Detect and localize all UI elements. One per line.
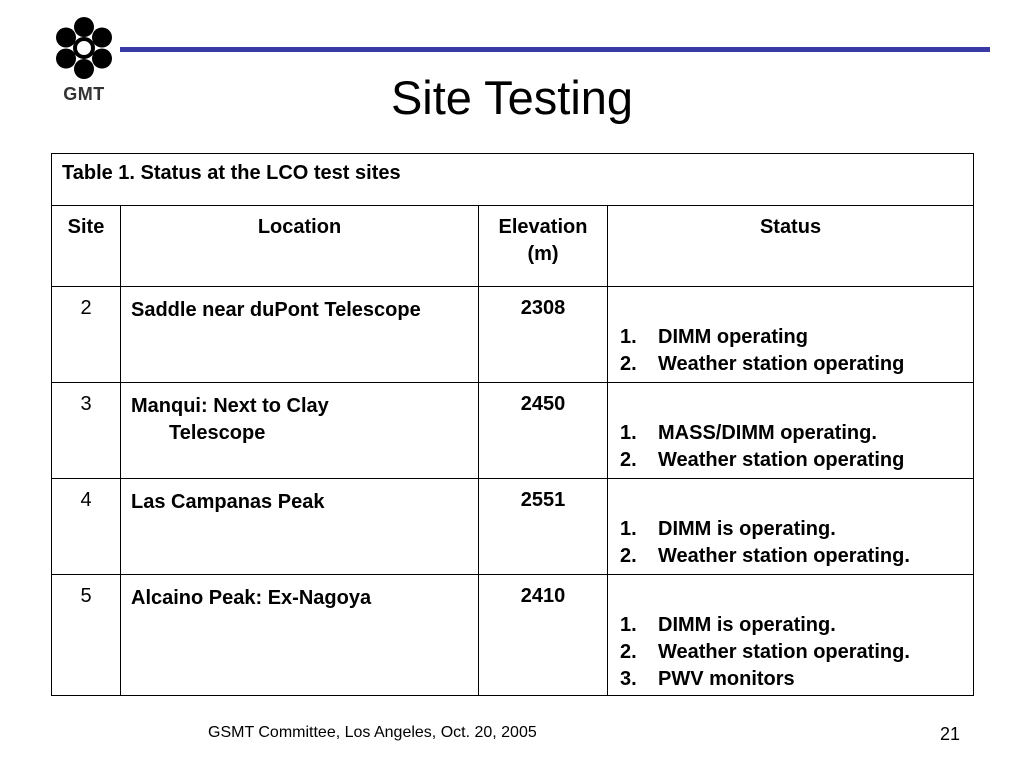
status-item-text: DIMM is operating. [658, 614, 836, 636]
status-item-number: 1. [620, 614, 637, 636]
elevation-header-label: Elevation [498, 216, 588, 238]
column-header-site: Site [52, 206, 121, 287]
table-row [52, 575, 974, 696]
status-cell [608, 575, 974, 696]
table-row [52, 383, 974, 479]
column-header-status: Status [608, 206, 974, 287]
header-row [52, 206, 974, 287]
status-item-text: DIMM operating [658, 326, 808, 348]
status-item-text: MASS/DIMM operating. [658, 422, 877, 444]
status-item [620, 447, 973, 474]
status-item-number: 2. [620, 641, 637, 663]
location-cell [121, 383, 479, 479]
location-line: Saddle near duPont Telescope [131, 299, 421, 321]
site-cell: 4 [52, 479, 121, 575]
status-item [620, 639, 973, 666]
site-cell: 5 [52, 575, 121, 696]
status-item [620, 324, 973, 351]
status-cell [608, 383, 974, 479]
status-item [620, 351, 973, 378]
footer-text: GSMT Committee, Los Angeles, Oct. 20, 2005 [208, 724, 537, 741]
site-cell: 3 [52, 383, 121, 479]
status-item-text: PWV monitors [658, 668, 795, 690]
status-item-number: 2. [620, 353, 637, 375]
location-line: Las Campanas Peak [131, 491, 325, 513]
status-item [620, 612, 973, 639]
logo-text: GMT [63, 84, 105, 104]
status-item-number: 2. [620, 449, 637, 471]
location-cell [121, 287, 479, 383]
location-line: Telescope [169, 422, 266, 444]
status-item [620, 516, 973, 543]
column-header-elevation [479, 206, 608, 287]
table-body [52, 287, 974, 696]
location-cell [121, 575, 479, 696]
site-cell: 2 [52, 287, 121, 383]
table-caption: Table 1. Status at the LCO test sites [52, 154, 974, 206]
status-cell [608, 287, 974, 383]
elevation-cell: 2410 [479, 575, 608, 696]
column-header-location: Location [121, 206, 479, 287]
table-row [52, 479, 974, 575]
status-item [620, 543, 973, 570]
status-item-text: Weather station operating. [658, 545, 910, 567]
status-table [51, 153, 974, 696]
status-item-text: DIMM is operating. [658, 518, 836, 540]
status-item-number: 1. [620, 326, 637, 348]
status-item-text: Weather station operating [658, 353, 905, 375]
page-title: Site Testing [390, 71, 634, 124]
status-cell [608, 479, 974, 575]
elevation-cell: 2551 [479, 479, 608, 575]
location-line: Alcaino Peak: Ex-Nagoya [131, 587, 372, 609]
status-item [620, 420, 973, 447]
status-item-number: 3. [620, 668, 637, 690]
status-item-text: Weather station operating [658, 449, 905, 471]
status-item-text: Weather station operating. [658, 641, 910, 663]
elevation-cell: 2450 [479, 383, 608, 479]
location-cell [121, 479, 479, 575]
title-rule [120, 47, 990, 52]
status-item-number: 1. [620, 518, 637, 540]
status-item [620, 666, 973, 693]
elevation-cell: 2308 [479, 287, 608, 383]
page-number: 21 [940, 724, 961, 744]
table-row [52, 287, 974, 383]
status-item-number: 1. [620, 422, 637, 444]
location-line: Manqui: Next to Clay [131, 395, 329, 417]
status-item-number: 2. [620, 545, 637, 567]
elevation-header-unit: (m) [527, 243, 559, 265]
